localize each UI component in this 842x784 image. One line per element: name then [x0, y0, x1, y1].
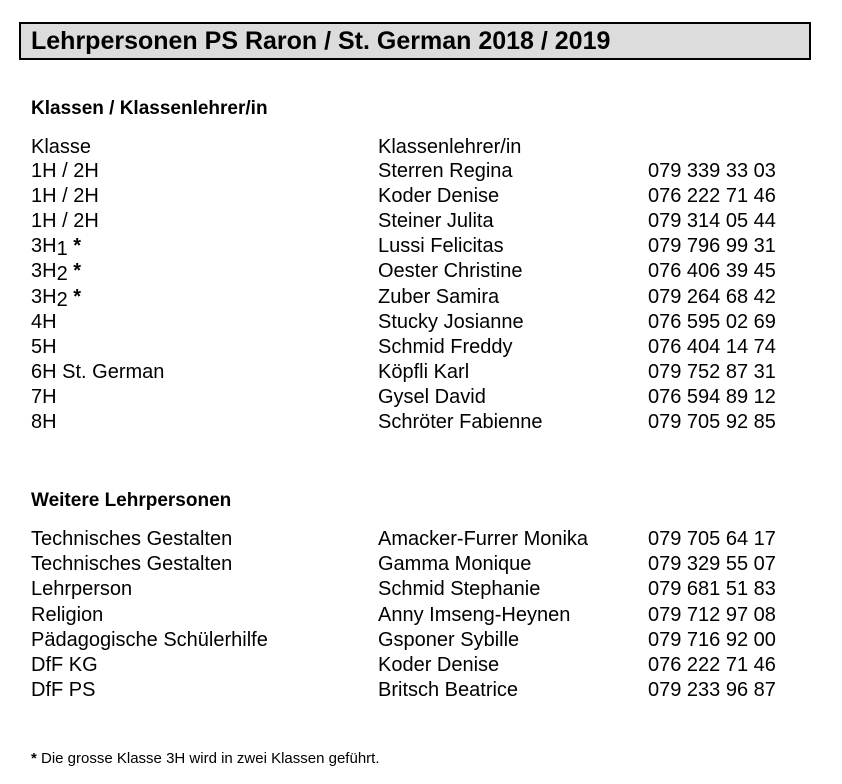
class-cell — [31, 260, 81, 286]
class-name: 4H — [31, 310, 57, 333]
phone-number: 079 314 05 44 — [648, 210, 776, 233]
class-cell — [31, 411, 57, 434]
role-name: Technisches Gestalten — [31, 528, 233, 550]
table-row — [31, 604, 811, 628]
class-cell — [31, 235, 81, 261]
table-row — [31, 210, 811, 234]
table-row — [31, 386, 811, 410]
teacher-name: Schmid Stephanie — [378, 578, 541, 601]
class-name: 6H St. German — [31, 360, 165, 383]
footnote — [31, 750, 380, 767]
class-cell — [31, 185, 99, 208]
teacher-name: Amacker-Furrer Monika — [378, 528, 589, 550]
role-name: Lehrperson — [31, 578, 133, 601]
class-subscript: 2 — [56, 263, 68, 286]
class-subscript: 2 — [56, 288, 68, 311]
class-cell — [31, 386, 57, 409]
class-cell — [31, 336, 57, 359]
column-header-teacher: Klassenlehrer/in — [378, 136, 522, 158]
table-row — [31, 578, 811, 602]
teacher-name: Stucky Josianne — [378, 310, 524, 333]
phone-number: 079 233 96 87 — [648, 679, 776, 702]
class-name: 8H — [31, 411, 57, 433]
teacher-name: Anny Imseng-Heynen — [378, 603, 571, 626]
phone-number: 079 705 92 85 — [648, 411, 776, 433]
class-name: 3H — [31, 235, 57, 258]
class-cell — [31, 311, 57, 334]
table-row — [31, 286, 811, 310]
class-name: 7H — [31, 385, 57, 408]
section-heading-other-teachers: Weitere Lehrpersonen — [31, 490, 232, 511]
class-asterisk: * — [67, 235, 82, 258]
teacher-name: Zuber Samira — [378, 285, 500, 308]
phone-number: 079 681 51 83 — [648, 578, 776, 601]
phone-number: 076 595 02 69 — [648, 310, 776, 333]
role-name: Technisches Gestalten — [31, 553, 233, 576]
table-row — [31, 361, 811, 385]
table-row — [31, 260, 811, 284]
table-row — [31, 411, 811, 435]
class-name: 3H — [31, 285, 57, 308]
table-row — [31, 311, 811, 335]
phone-number: 079 339 33 03 — [648, 160, 776, 182]
class-name: 1H / 2H — [31, 185, 99, 208]
table-row — [31, 528, 811, 552]
teacher-name: Gysel David — [378, 385, 486, 408]
table-row — [31, 235, 811, 259]
class-name: 1H / 2H — [31, 160, 99, 182]
teacher-name: Schmid Freddy — [378, 335, 513, 358]
teacher-name: Sterren Regina — [378, 160, 513, 182]
table-row — [31, 553, 811, 577]
phone-number: 076 406 39 45 — [648, 260, 776, 283]
teacher-name: Gamma Monique — [378, 553, 532, 576]
teacher-name: Lussi Felicitas — [378, 235, 504, 258]
teacher-name: Koder Denise — [378, 185, 500, 208]
teacher-name: Koder Denise — [378, 654, 500, 676]
class-cell — [31, 286, 81, 312]
page-title: Lehrpersonen PS Raron / St. German 2018 / 2019 — [31, 27, 611, 55]
table-header-row — [31, 136, 811, 160]
class-name: 5H — [31, 335, 57, 358]
class-subscript: 1 — [56, 238, 68, 261]
phone-number: 079 329 55 07 — [648, 553, 776, 576]
phone-number: 076 594 89 12 — [648, 385, 776, 408]
class-cell — [31, 361, 164, 384]
table-row — [31, 654, 811, 678]
footnote-asterisk: * — [31, 750, 37, 767]
role-name: Religion — [31, 603, 104, 626]
class-name: 3H — [31, 260, 57, 283]
section-heading-classes: Klassen / Klassenlehrer/in — [31, 98, 268, 119]
role-name: DfF PS — [31, 679, 96, 702]
title-box — [19, 22, 811, 60]
phone-number: 076 404 14 74 — [648, 335, 776, 358]
teacher-name: Gsponer Sybille — [378, 628, 520, 651]
class-name: 1H / 2H — [31, 210, 99, 233]
phone-number: 079 712 97 08 — [648, 603, 776, 626]
table-row — [31, 160, 811, 184]
class-asterisk: * — [67, 285, 82, 308]
table-row — [31, 185, 811, 209]
phone-number: 079 716 92 00 — [648, 628, 776, 651]
table-row — [31, 679, 811, 703]
footnote-text: Die grosse Klasse 3H wird in zwei Klassen geführt. — [36, 750, 380, 767]
phone-number: 079 796 99 31 — [648, 235, 776, 258]
class-asterisk: * — [67, 260, 82, 283]
column-header-class: Klasse — [31, 136, 92, 158]
phone-number: 076 222 71 46 — [648, 185, 776, 208]
teacher-name: Britsch Beatrice — [378, 679, 519, 702]
teacher-name: Steiner Julita — [378, 210, 494, 233]
phone-number: 079 705 64 17 — [648, 528, 776, 550]
table-row — [31, 629, 811, 653]
class-cell — [31, 210, 99, 233]
teacher-name: Oester Christine — [378, 260, 523, 283]
phone-number: 079 264 68 42 — [648, 285, 776, 308]
role-name: Pädagogische Schülerhilfe — [31, 628, 268, 651]
phone-number: 079 752 87 31 — [648, 360, 776, 383]
teacher-name: Schröter Fabienne — [378, 411, 543, 433]
teacher-name: Köpfli Karl — [378, 360, 470, 383]
class-cell — [31, 160, 99, 183]
role-name: DfF KG — [31, 654, 98, 676]
phone-number: 076 222 71 46 — [648, 654, 776, 676]
table-row — [31, 336, 811, 360]
